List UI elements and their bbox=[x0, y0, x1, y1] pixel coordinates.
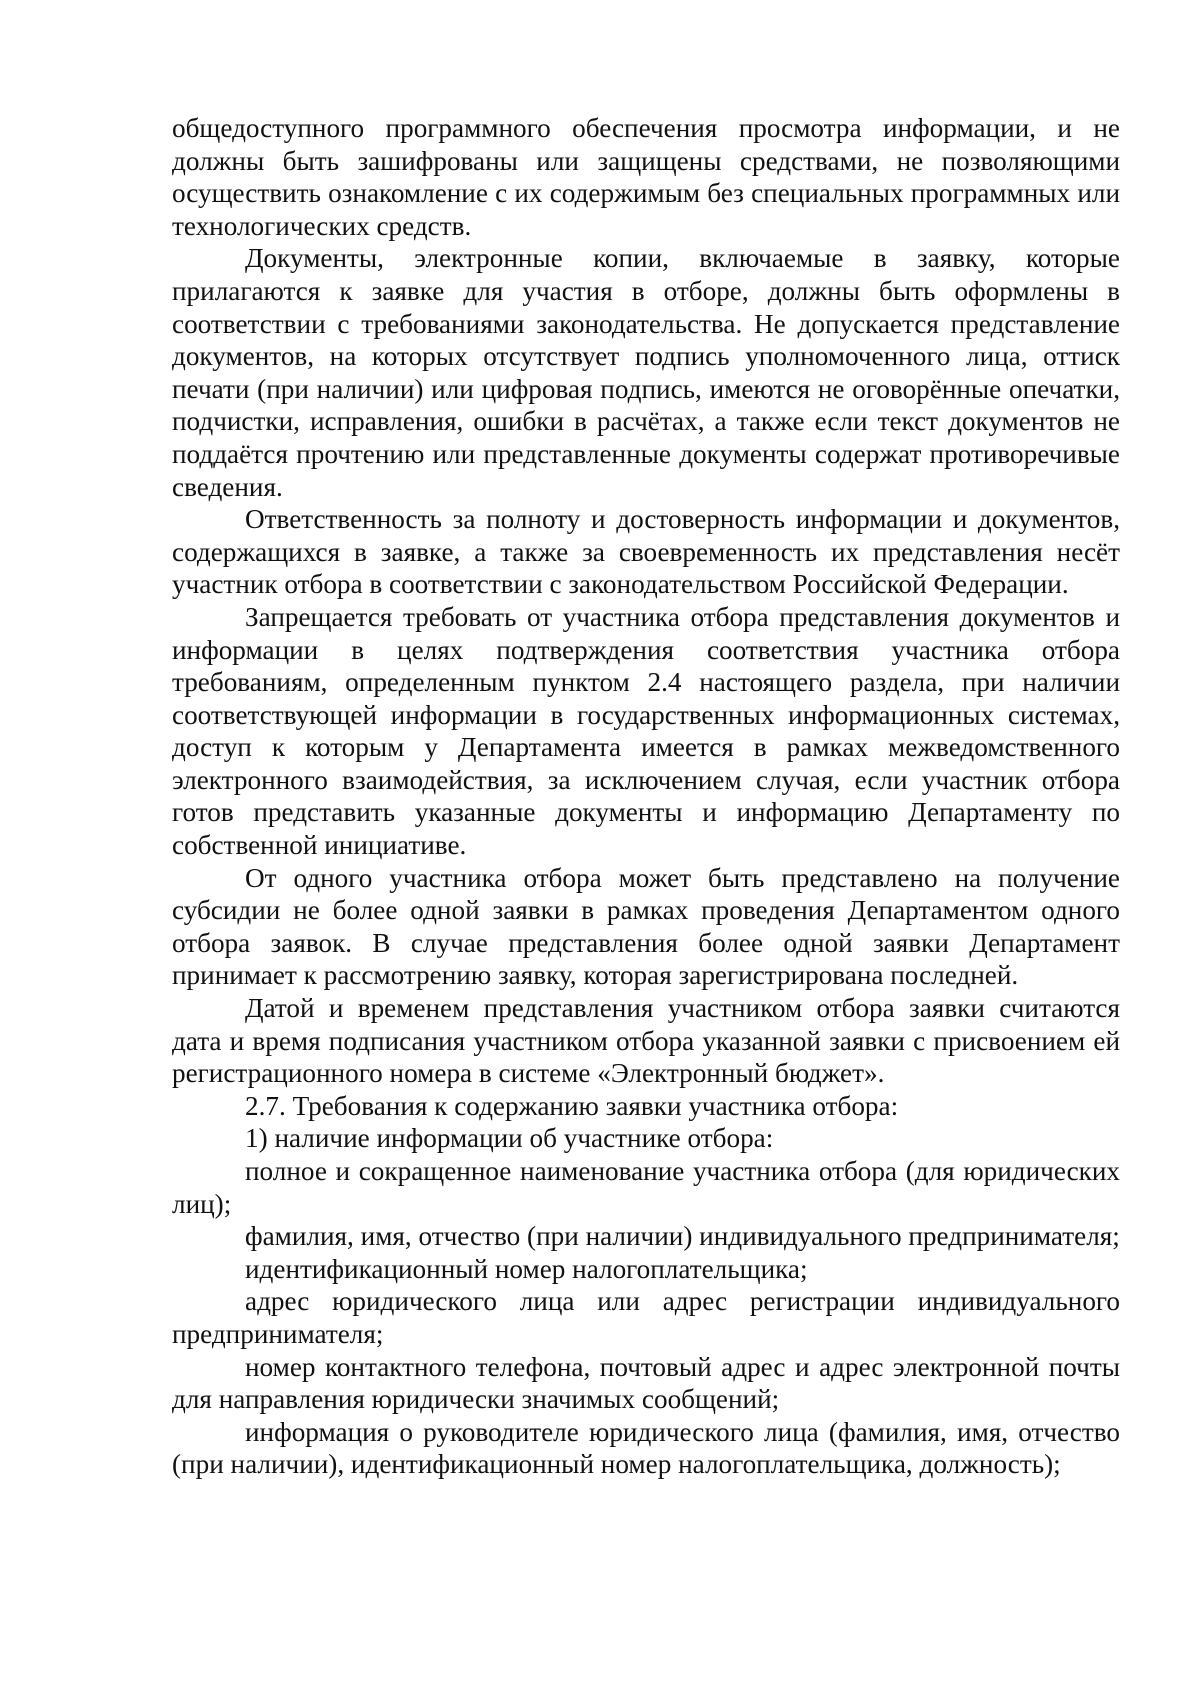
paragraph: общедоступного программного обеспечения просмотра информации, и не должны быть зашифрованы или защищены средствами, не позволяющими осуществить ознакомление с их содержимым без специальных программных или технологических средств. bbox=[172, 113, 1120, 241]
list-item: 1) наличие информации об участнике отбора: bbox=[245, 1123, 774, 1154]
list-item: полное и сокращенное наименование участника отбора (для юридических лиц); bbox=[172, 1156, 1120, 1219]
paragraph: Датой и временем представления участником отбора заявки считаются дата и время подписания участником отбора указанной заявки с присвоением ей регистрационного номера в системе «Электронный бюджет». bbox=[172, 993, 1120, 1089]
list-item: адрес юридического лица или адрес регистрации индивидуального предпринимателя; bbox=[172, 1286, 1120, 1349]
list-item: фамилия, имя, отчество (при наличии) индивидуального предпринимателя; bbox=[245, 1221, 1120, 1252]
paragraph: Ответственность за полноту и достоверность информации и документов, содержащихся в заявке, а также за своевременность их представления несёт участник отбора в соответствии с законодательством Российской Федерации. bbox=[172, 504, 1120, 600]
list-item: идентификационный номер налогоплательщика; bbox=[245, 1253, 808, 1284]
paragraph: Запрещается требовать от участника отбора представления документов и информации в целях подтверждения соответствия участника отбора требованиям, определенным пунктом 2.4 настоящего раздела, при наличии соответствующей информации в государственных информационных системах, доступ к которым у Департамента имеется в рамках межведомственного электронного взаимодействия, за исключением случая, если участник отбора готов представить указанные документы и информацию Департаменту по собственной инициативе. bbox=[172, 601, 1120, 861]
document-body bbox=[172, 112, 1120, 1481]
paragraph: Документы, электронные копии, включаемые в заявку, которые прилагаются к заявке для участия в отборе, должны быть оформлены в соответствии с требованиями законодательства. Не допускается представление документов, на которых отсутствует подпись уполномоченного лица, оттиск печати (при наличии) или цифровая подпись, имеются не оговорённые опечатки, подчистки, исправления, ошибки в расчётах, а также если текст документов не поддаётся прочтению или представленные документы содержат противоречивые сведения. bbox=[172, 243, 1120, 502]
list-item: номер контактного телефона, почтовый адрес и адрес электронной почты для направления юридически значимых сообщений; bbox=[172, 1351, 1120, 1415]
list-item: информация о руководителе юридического лица (фамилия, имя, отчество (при наличии), идентификационный номер налогоплательщика, должность); bbox=[172, 1416, 1120, 1480]
paragraph: От одного участника отбора может быть представлено на получение субсидии не более одной заявки в рамках проведения Департаментом одного отбора заявок. В случае представления более одной заявки Департамент принимает к рассмотрению заявку, которая зарегистрирована последней. bbox=[172, 862, 1120, 991]
section-heading: 2.7. Требования к содержанию заявки участника отбора: bbox=[245, 1090, 899, 1121]
